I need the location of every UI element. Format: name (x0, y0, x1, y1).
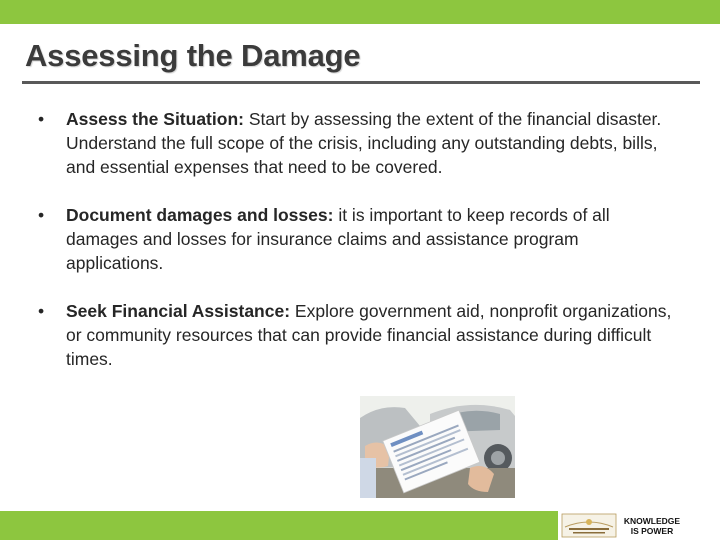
bullet-heading: Document damages and losses: (66, 205, 334, 225)
top-accent-bar (0, 0, 720, 24)
bullet-item-seek-assistance (36, 299, 676, 371)
bullet-dot: • (38, 205, 45, 225)
damage-claim-photo (360, 396, 515, 498)
bullet-dot: • (38, 109, 45, 129)
bullet-text: it is important to keep records of all damages and losses for insurance claims and assistance program applications. (66, 205, 610, 273)
bullet-item-document-damages (36, 203, 676, 275)
slide-title: Assessing the Damage (25, 38, 361, 73)
bullet-text: Start by assessing the extent of the financial disaster. Understand the full scope of the crisis, including any outstanding debts, bills, and essential expenses that need to be covered. (66, 109, 662, 177)
bullet-list (36, 107, 676, 371)
logo-tagline (621, 516, 683, 536)
tagline-line-1: KNOWLEDGE (623, 515, 681, 526)
bullet-item-assess-situation (36, 107, 676, 179)
bullet-heading: Seek Financial Assistance: (66, 301, 291, 321)
bullet-text: Explore government aid, nonprofit organizations, or community resources that can provide financial assistance during difficult times. (66, 301, 672, 369)
logo-emblem-icon (561, 513, 617, 538)
title-divider (22, 81, 700, 84)
bullet-heading: Assess the Situation: (66, 109, 244, 129)
footer-logo (558, 511, 720, 540)
bullet-dot: • (38, 301, 45, 321)
tagline-line-2: IS POWER (630, 525, 674, 536)
